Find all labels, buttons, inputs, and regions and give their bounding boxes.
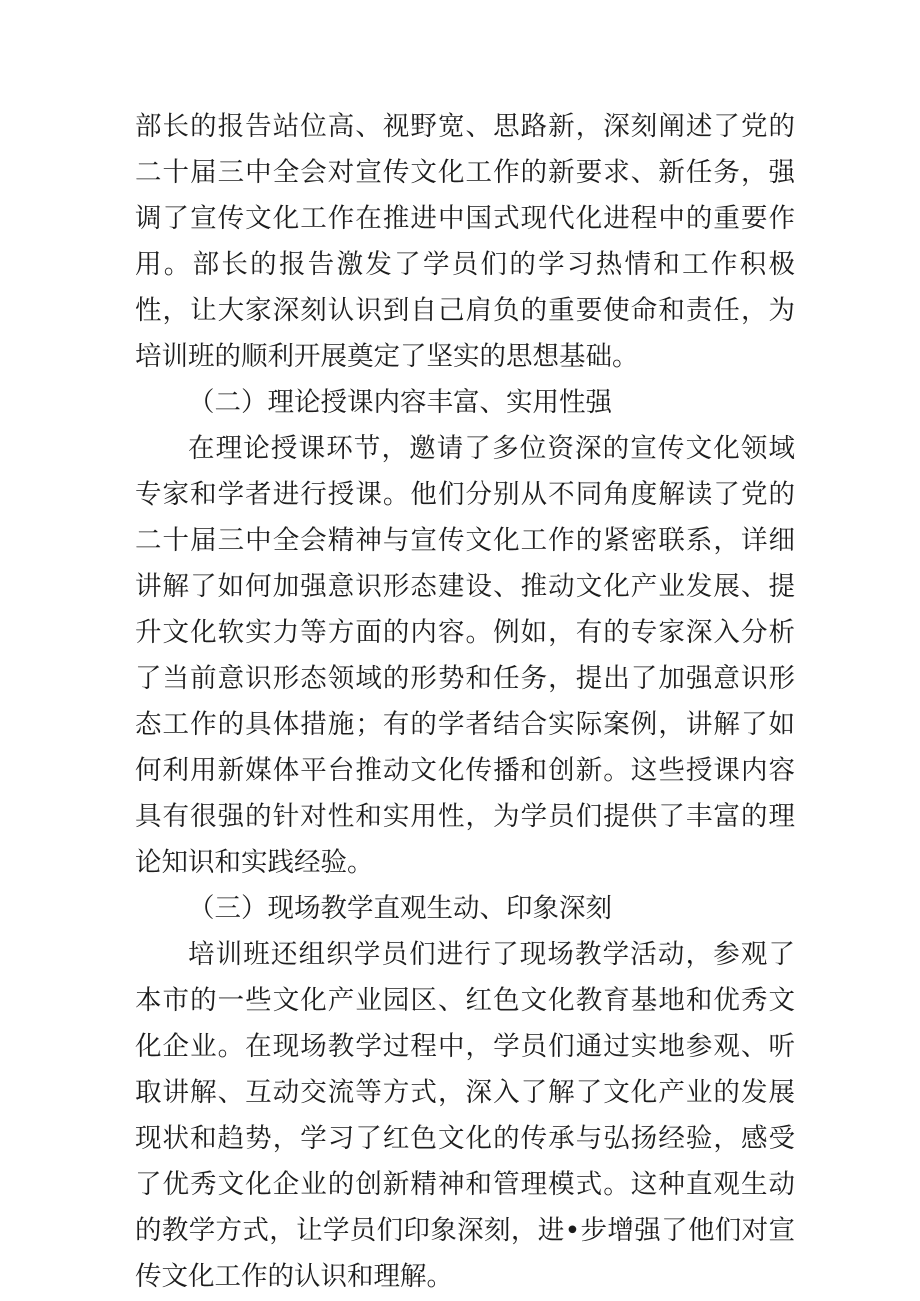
section-heading-2: （二）理论授课内容丰富、实用性强 <box>188 387 612 418</box>
section-heading-3: （三）现场教学直观生动、印象深刻 <box>188 893 612 924</box>
paragraph-theory-lectures: 在理论授课环节，邀请了多位资深的宣传文化领域专家和学者进行授课。他们分别从不同角度解读了党的二十届三中全会精神与宣传文化工作的紧密联系，详细讲解了如何加强意识形态建设、推动文化产业发展、提升文化软实力等方面的内容。例如，有的专家深入分析了当前意识形态领域的形势和任务，提出了加强意识形态工作的具体措施；有的学者结合实际案例，讲解了如何利用新媒体平台推动文化传播和创新。这些授课内容具有很强的针对性和实用性，为学员们提供了丰富的理论知识和实践经验。 <box>135 433 795 878</box>
paragraph-continuation: 部长的报告站位高、视野宽、思路新，深刻阐述了党的二十届三中全会对宣传文化工作的新要求、新任务，强调了宣传文化工作在推进中国式现代化进程中的重要作用。部长的报告激发了学员们的学习热情和工作积极性，让大家深刻认识到自己肩负的重要使命和责任，为培训班的顺利开展奠定了坚实的思想基础。 <box>135 111 795 372</box>
document-body <box>135 104 795 1300</box>
paragraph-field-teaching: 培训班还组织学员们进行了现场教学活动，参观了本市的一些文化产业园区、红色文化教育基地和优秀文化企业。在现场教学过程中，学员们通过实地参观、听取讲解、互动交流等方式，深入了解了文化产业的发展现状和趋势，学习了红色文化的传承与弘扬经验，感受了优秀文化企业的创新精神和管理模式。这种直观生动的教学方式，让学员们印象深刻，进•步增强了他们对宣传文化工作的认识和理解。 <box>135 939 795 1292</box>
